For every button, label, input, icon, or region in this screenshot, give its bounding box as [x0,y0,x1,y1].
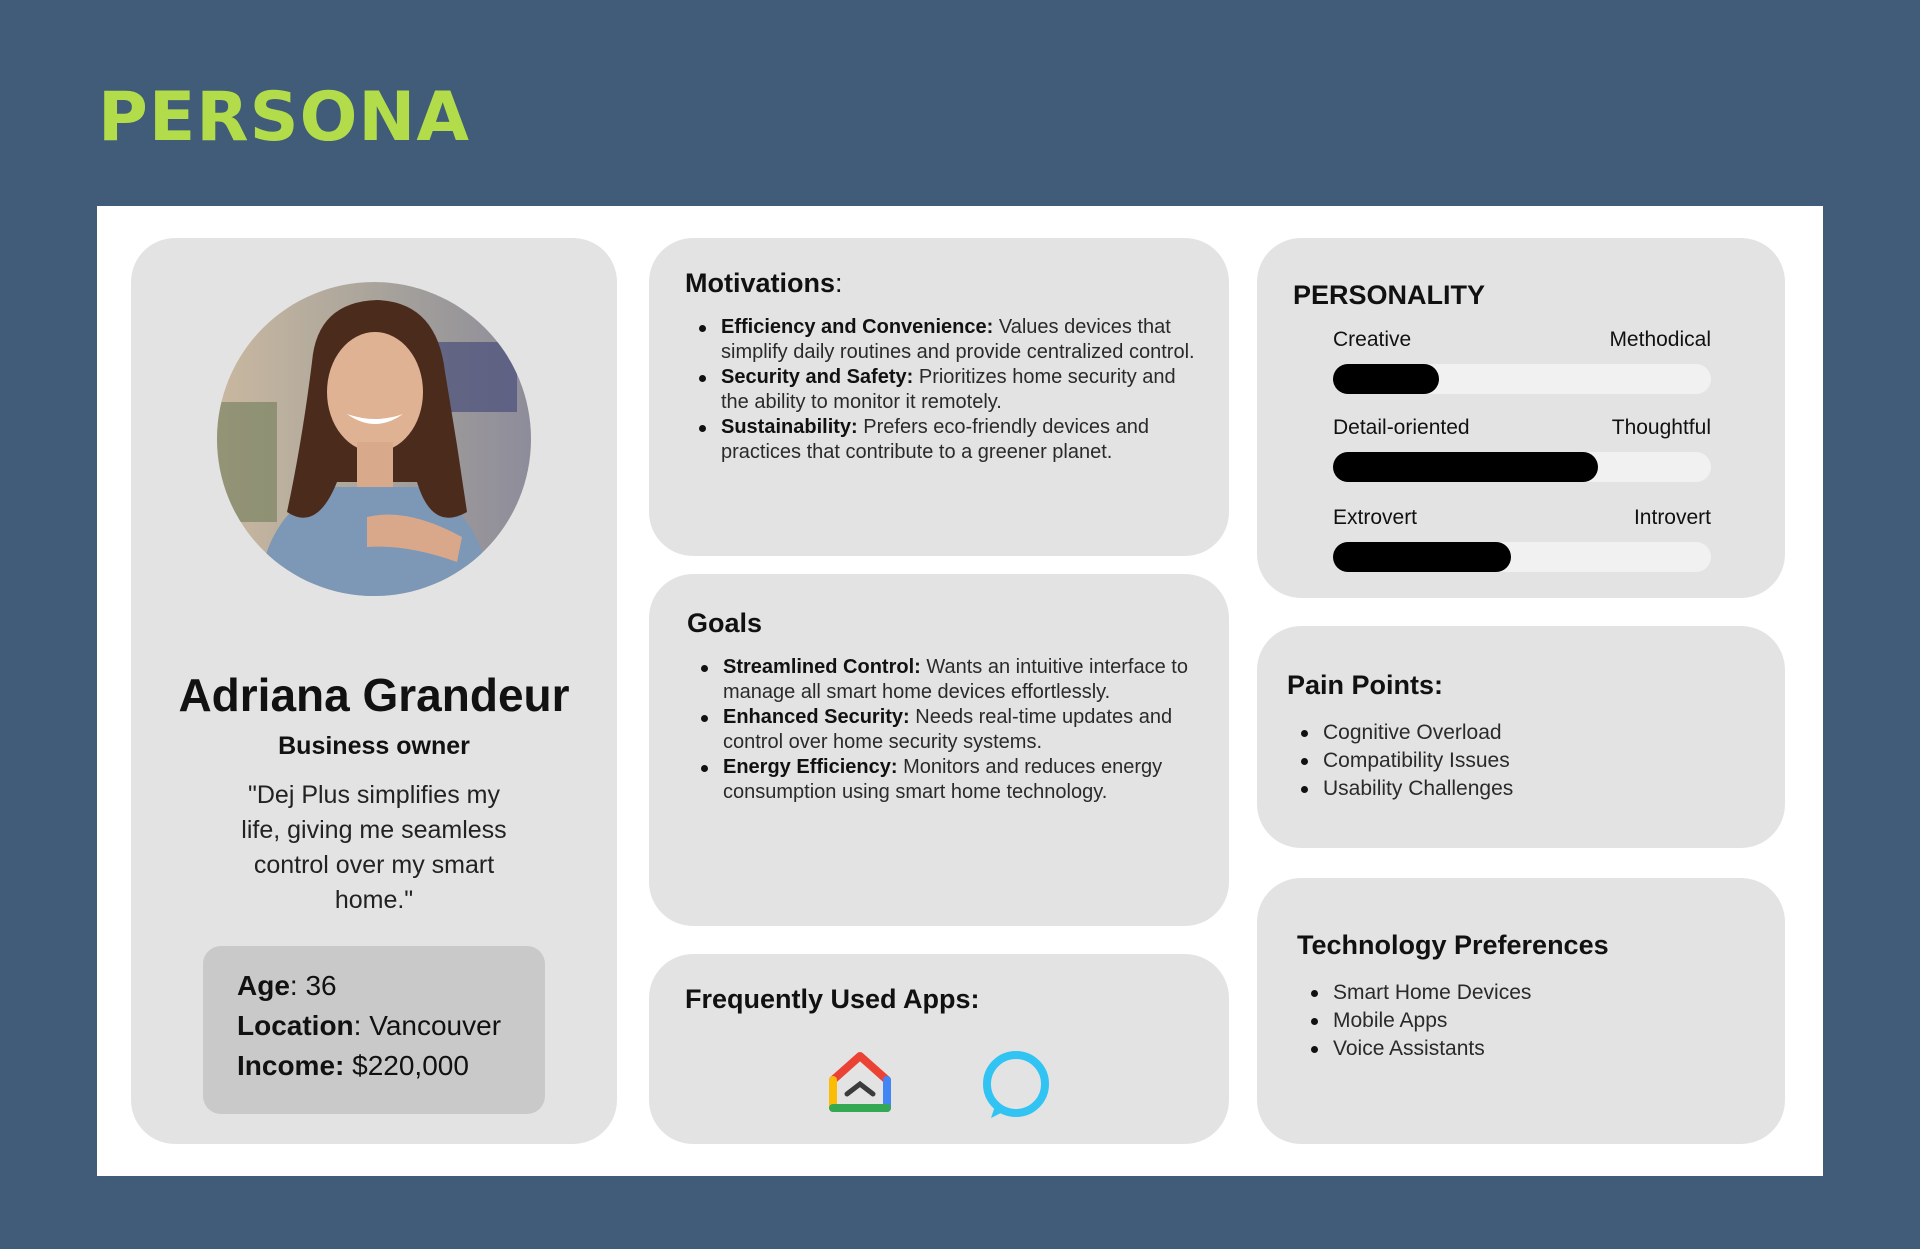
avatar [217,282,531,596]
trait-left-label: Detail-oriented [1333,416,1470,439]
motivations-heading: Motivations: [685,268,843,298]
list-item: Compatibility Issues [1287,747,1785,775]
personality-card [1257,238,1785,598]
list-item: Smart Home Devices [1297,979,1785,1007]
list-item: Mobile Apps [1297,1007,1785,1035]
trait-fill [1333,452,1598,482]
alexa-icon[interactable] [981,1050,1051,1125]
list-item: Streamlined Control: Wants an intuitive interface to manage all smart home devices effortlessly. [687,655,1203,705]
goals-heading: Goals [687,608,763,638]
persona-name: Adriana Grandeur [178,669,570,721]
profile-card [131,238,617,1144]
persona-board [97,206,1823,1176]
page-title: PERSONA [98,78,470,157]
fact-location: Location: Vancouver [237,1010,502,1041]
goals-card [649,574,1229,926]
trait-fill [1333,364,1439,394]
personality-heading: PERSONALITY [1293,280,1486,310]
apps-card [649,954,1229,1144]
persona-quote: "Dej Plus simplifies my life, giving me seamless control over my smart home." [241,781,507,914]
trait-creative-methodical [1333,328,1711,394]
trait-right-label: Introvert [1633,506,1711,529]
list-item: Usability Challenges [1287,775,1785,803]
persona-facts [203,946,545,1114]
fact-age: Age: 36 [237,970,337,1001]
trait-left-label: Creative [1333,328,1412,351]
trait-right-label: Methodical [1609,328,1711,351]
list-item: Efficiency and Convenience: Values devices that simplify daily routines and provide centralized control. [685,315,1203,365]
fact-income: Income: $220,000 [237,1050,469,1081]
motivations-card [649,238,1229,556]
trait-left-label: Extrovert [1333,506,1418,529]
motivations-list [685,315,1203,465]
list-item: Sustainability: Prefers eco-friendly devices and practices that contribute to a greener planet. [685,415,1203,465]
pain-points-heading: Pain Points: [1287,670,1444,700]
trait-track [1333,542,1711,572]
tech-preferences-heading: Technology Preferences [1297,930,1609,960]
google-home-icon[interactable] [827,1050,893,1121]
persona-role: Business owner [278,732,470,760]
tech-preferences-card [1257,878,1785,1144]
tech-preferences-list [1297,979,1785,1063]
trait-track [1333,452,1711,482]
goals-list [687,655,1203,805]
list-item: Enhanced Security: Needs real-time updates and control over home security systems. [687,705,1203,755]
trait-extrovert-introvert [1333,506,1711,572]
trait-detail-thoughtful [1333,416,1711,482]
list-item: Voice Assistants [1297,1035,1785,1063]
apps-heading: Frequently Used Apps: [685,984,980,1014]
pain-points-card [1257,626,1785,848]
trait-right-label: Thoughtful [1611,416,1711,439]
list-item: Cognitive Overload [1287,719,1785,747]
pain-points-list [1287,719,1785,803]
list-item: Energy Efficiency: Monitors and reduces energy consumption using smart home technology. [687,755,1203,805]
list-item: Security and Safety: Prioritizes home security and the ability to monitor it remotely. [685,365,1203,415]
trait-track [1333,364,1711,394]
trait-fill [1333,542,1511,572]
